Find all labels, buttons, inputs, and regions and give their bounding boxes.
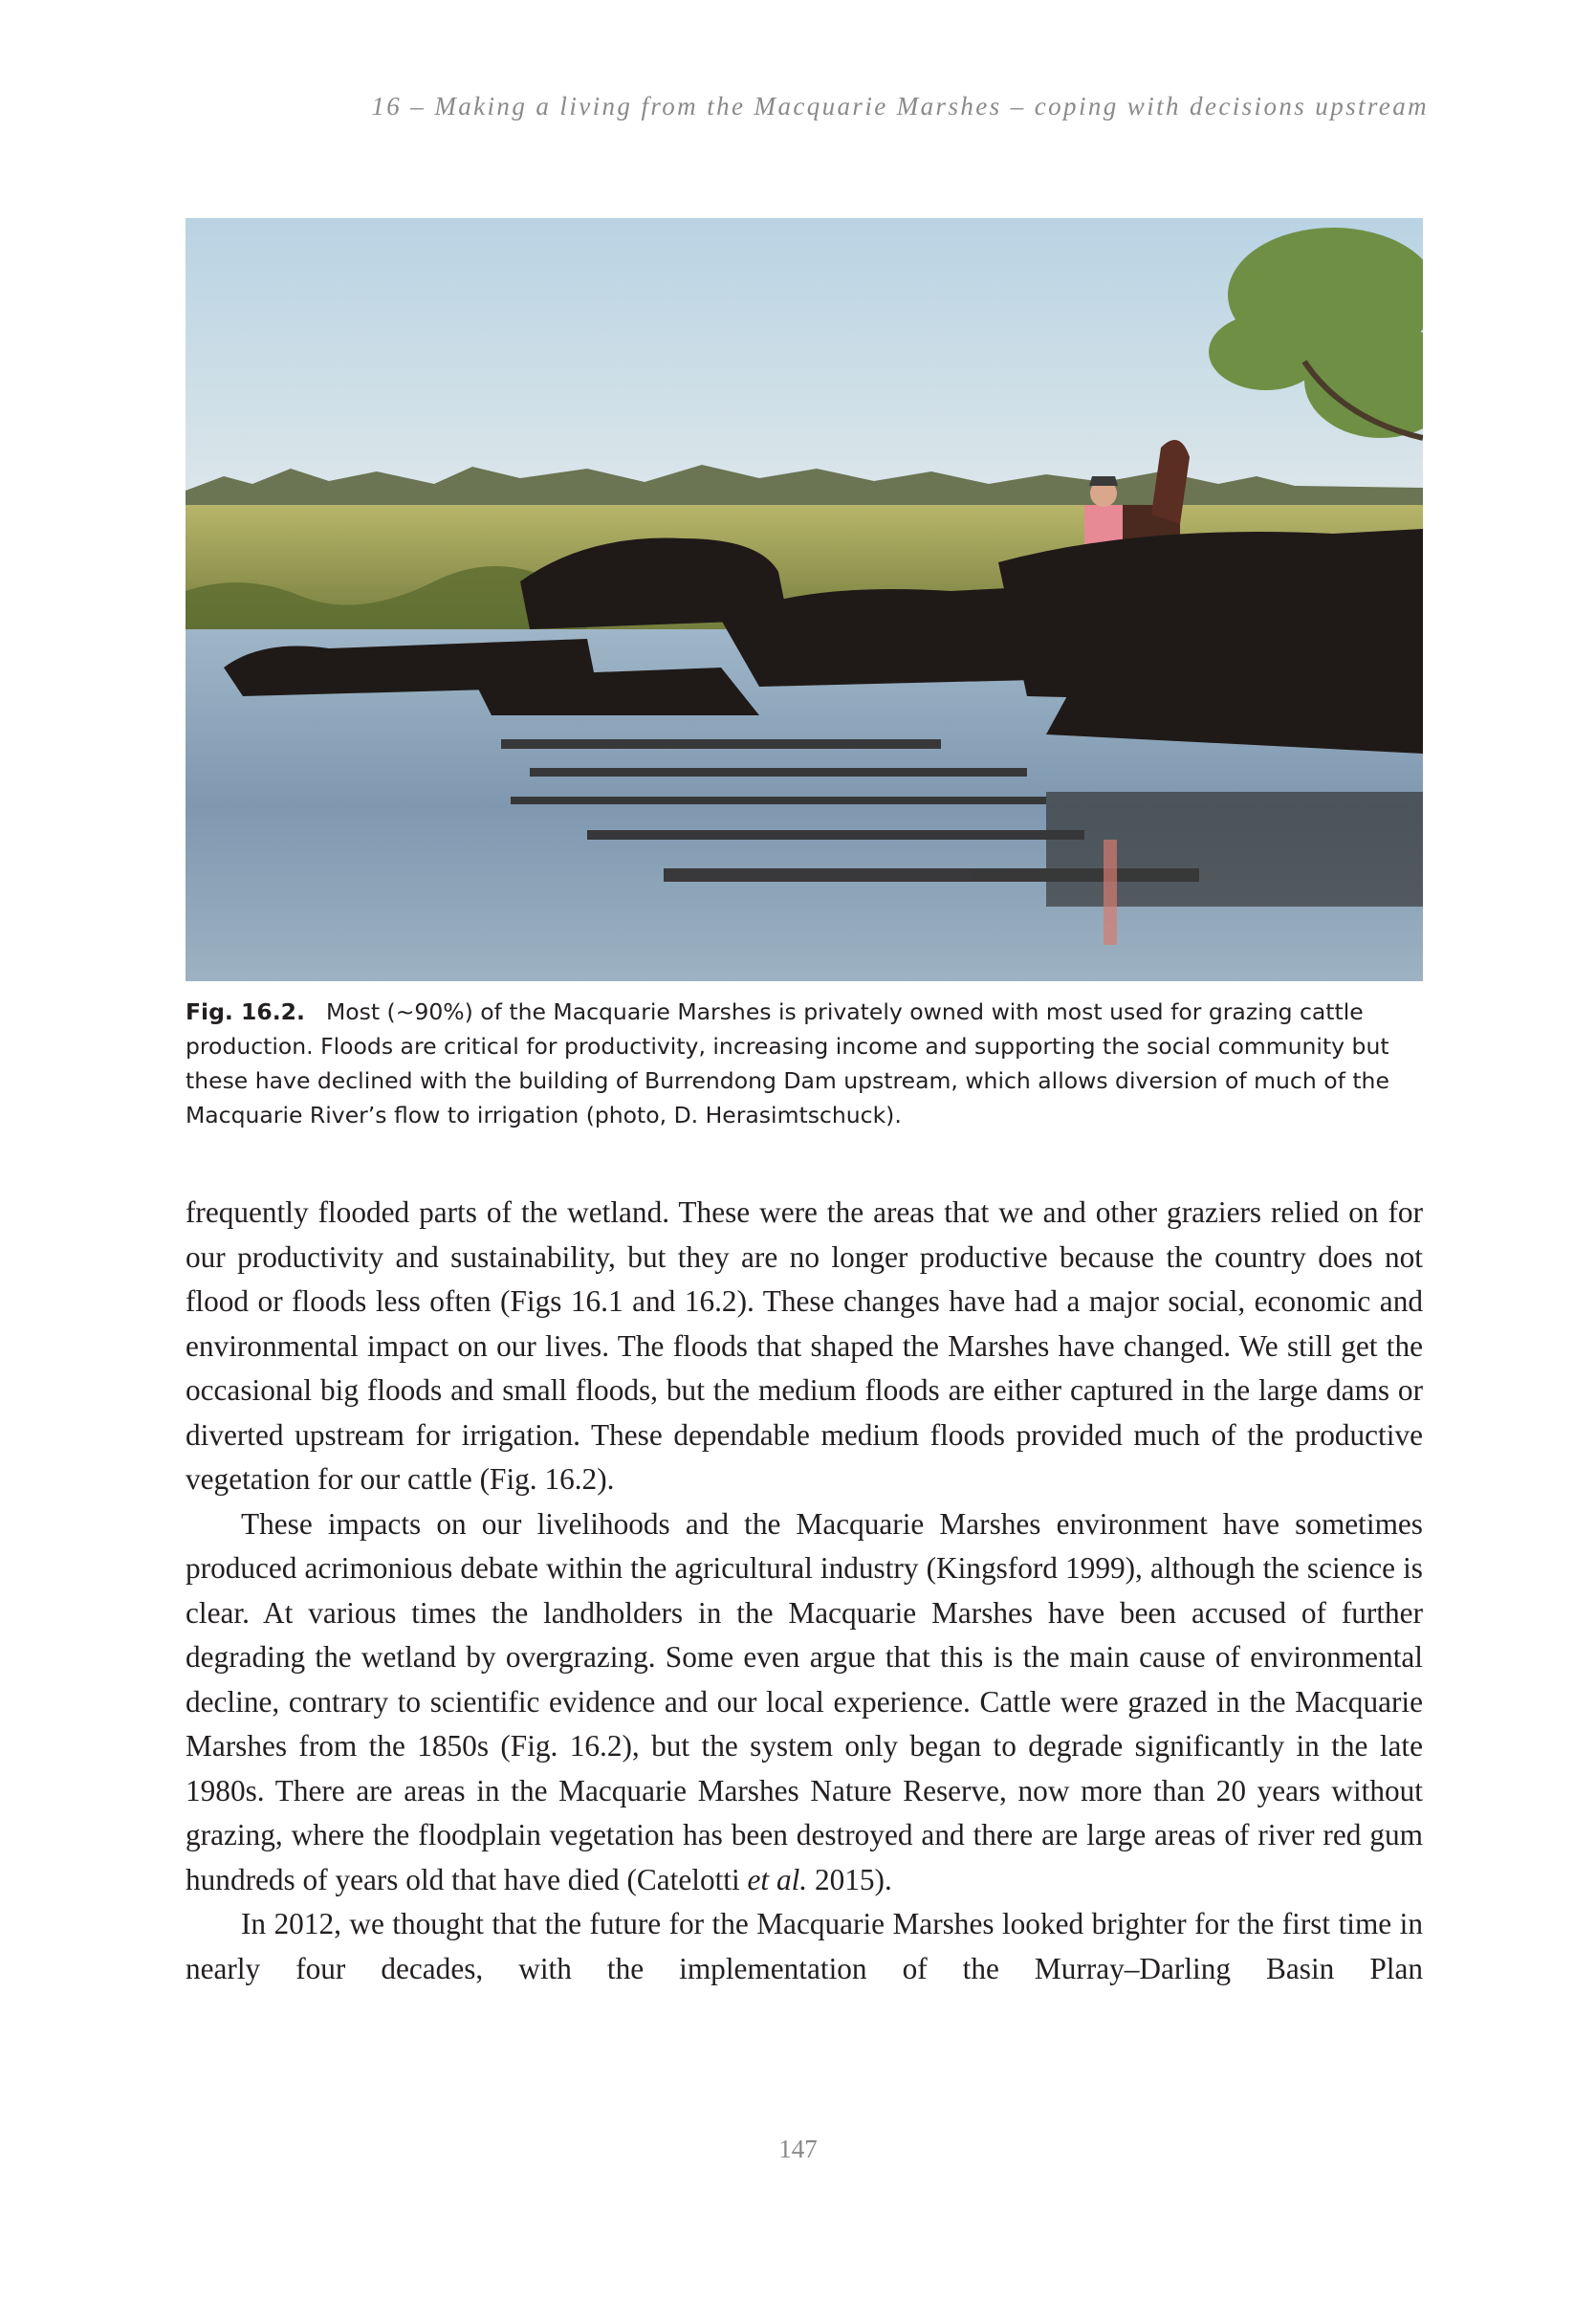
paragraph-1: frequently flooded parts of the wetland. These were the areas that we and other graziers relied on for our productivity and sustainability, but they are no longer productive because the country does not flood or floods less often (Figs 16.1 and 16.2). These changes have had a major social, economic and environmental impact on our lives. The floods that shaped the Marshes have changed. We still get the occasional big floods and small floods, but the medium floods are either captured in the large dams or diverted upstream for irrigation. These dependable medium floods provided much of the productive vegetation for our cattle (Fig. 16.2). xyxy=(186,1195,1423,1496)
running-head: 16 – Making a living from the Macquarie Marshes – coping with decisions upstream xyxy=(371,92,1429,120)
figure-label: Fig. 16.2. xyxy=(186,998,305,1025)
figure-caption xyxy=(186,995,1429,1132)
figure-caption-text: Most (~90%) of the Macquarie Marshes is privately owned with most used for grazing cattle production. Floods are critical for productivity, increasing income and supporting the social community but these have declined with the building of Burrendong Dam upstream, which allows diversion of much of the Macquarie River’s flow to irrigation (photo, D. Herasimtschuck). xyxy=(186,998,1389,1128)
body-text xyxy=(186,1191,1423,1991)
paragraph-2-end: 2015). xyxy=(807,1862,892,1896)
paragraph-3: In 2012, we thought that the future for the Macquarie Marshes looked brighter for the first time in nearly four decades, with the implementation of the Murray–Darling Basin Plan xyxy=(186,1907,1423,1985)
cattle-crossing-photo xyxy=(186,218,1423,981)
paragraph-2 xyxy=(186,1502,1423,1903)
page-number: 147 xyxy=(778,2135,818,2163)
figure-photo xyxy=(186,218,1423,981)
paragraph-2-italic: et al. xyxy=(747,1862,808,1896)
paragraph-2-text: These impacts on our livelihoods and the Macquarie Marshes environment have sometimes produced acrimonious debate within the agricultural industry (Kingsford 1999), although the science is clear. At various times the landholders in the Macquarie Marshes have been accused of further degrading the wetland by overgrazing. Some even argue that this is the main cause of environmental decline, contrary to scientific evidence and our local experience. Cattle were grazed in the Macquarie Marshes from the 1850s (Fig. 16.2), but the system only began to degrade significantly in the late 1980s. There are areas in the Macquarie Marshes Nature Reserve, now more than 20 years without grazing, where the floodplain vegetation has been destroyed and there are large areas of river red gum hundreds of years old that have died (Catelotti xyxy=(186,1506,1423,1896)
